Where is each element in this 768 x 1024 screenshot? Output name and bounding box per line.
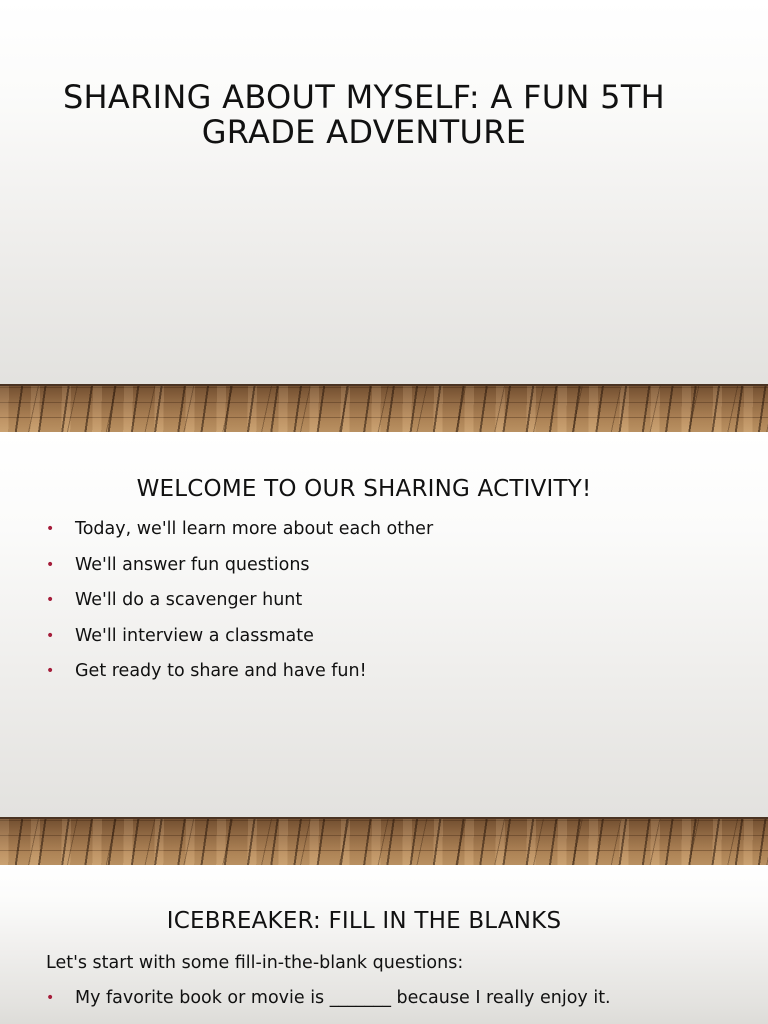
bullet-icon: • xyxy=(46,592,55,609)
wood-floor-decoration xyxy=(0,817,768,865)
list-item-text: We'll interview a classmate xyxy=(75,625,314,646)
list-item xyxy=(46,987,611,1009)
intro-text: Let's start with some fill-in-the-blank questions: xyxy=(46,953,464,973)
welcome-slide xyxy=(0,433,768,865)
list-item-text: Today, we'll learn more about each other xyxy=(75,519,434,539)
list-item xyxy=(46,518,433,540)
list-item xyxy=(46,625,433,647)
bullet-list xyxy=(46,987,611,1023)
title-line-2: GRADE ADVENTURE xyxy=(201,113,527,151)
presentation-title xyxy=(30,80,698,150)
list-item-text: My favorite book or movie is _______ because I really enjoy it. xyxy=(75,988,611,1008)
bullet-icon: • xyxy=(46,627,55,644)
bullet-icon: • xyxy=(46,521,55,537)
slide-heading: ICEBREAKER: FILL IN THE BLANKS xyxy=(166,908,562,934)
list-item xyxy=(46,589,433,611)
wood-floor-decoration xyxy=(0,384,768,432)
list-item-text: We'll answer fun questions xyxy=(75,554,310,575)
bullet-list xyxy=(46,518,433,696)
list-item xyxy=(46,554,433,576)
list-item xyxy=(46,660,433,682)
title-line-1: SHARING ABOUT MYSELF: A FUN 5TH xyxy=(62,78,666,116)
slide-heading: WELCOME TO OUR SHARING ACTIVITY! xyxy=(136,476,592,502)
list-item-text: We'll do a scavenger hunt xyxy=(75,590,303,611)
bullet-icon: • xyxy=(46,556,55,573)
list-item-text: Get ready to share and have fun! xyxy=(75,661,367,682)
title-slide xyxy=(0,0,768,432)
bullet-icon: • xyxy=(46,663,55,680)
bullet-icon: • xyxy=(46,990,55,1006)
icebreaker-slide xyxy=(0,866,768,1024)
